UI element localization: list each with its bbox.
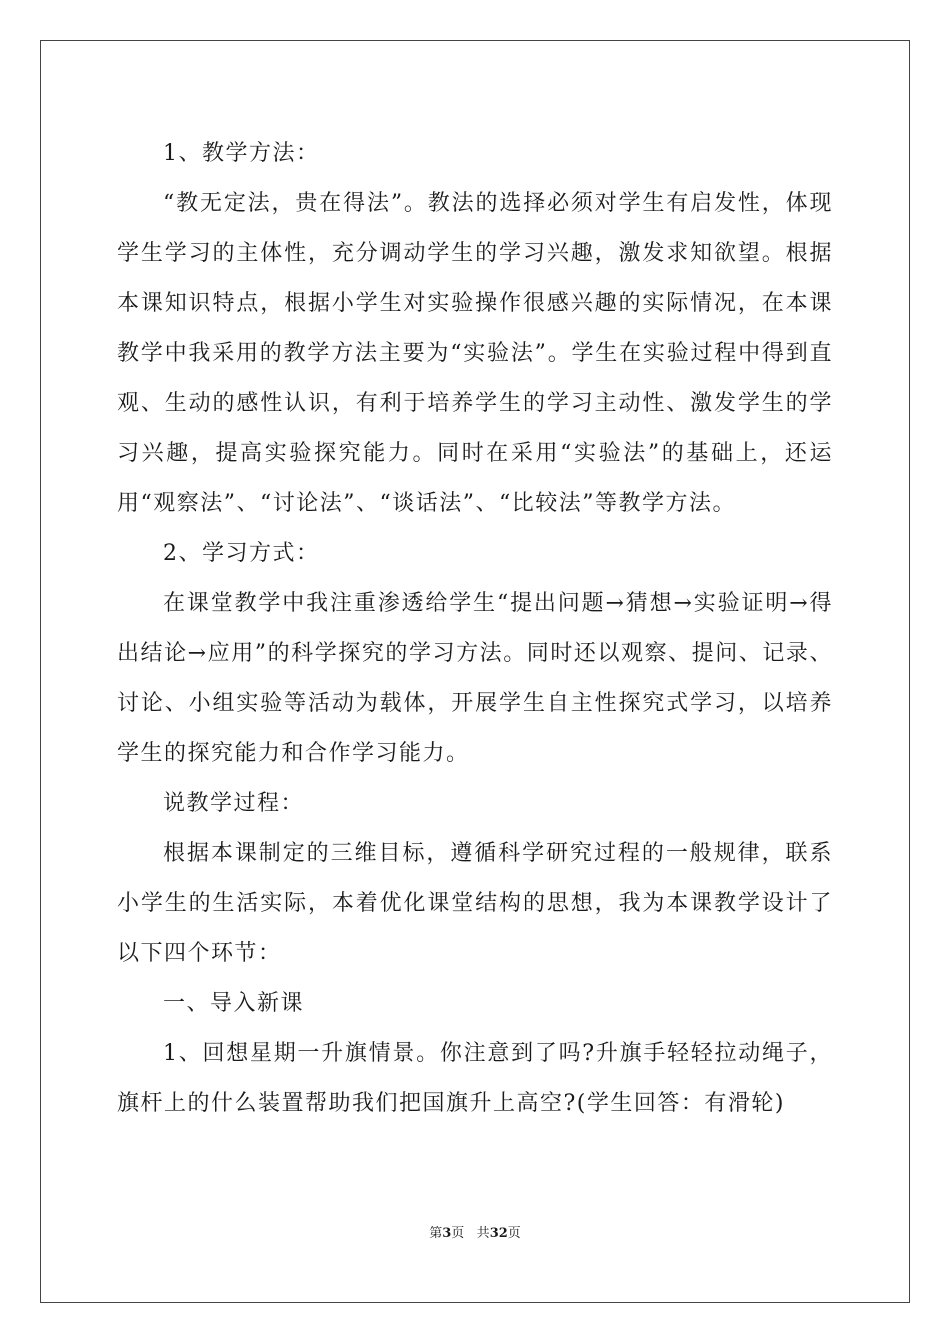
page-footer [0,1222,950,1241]
footer-total-unit: 页 [507,1226,521,1241]
heading-teaching-process: 说教学过程： [163,791,305,816]
footer-total-pages: 32 [489,1226,508,1241]
heading-teaching-method: 1、教学方法： [163,141,320,166]
heading-learning-style: 2、学习方式： [163,541,320,566]
document-body [117,129,833,1129]
footer-prefix: 第 [429,1226,443,1241]
heading-introduction: 一、导入新课 [163,991,305,1016]
paragraph-introduction: 1、回想星期一升旗情景。你注意到了吗?升旗手轻轻拉动绳子，旗杆上的什么装置帮助我们把国旗升上高空?(学生回答：有滑轮) [117,1041,833,1116]
footer-page-number: 3 [442,1226,452,1241]
footer-total-prefix: 共 [476,1226,490,1241]
paragraph-teaching-process: 根据本课制定的三维目标，遵循科学研究过程的一般规律，联系小学生的生活实际，本着优化课堂结构的思想，我为本课教学设计了以下四个环节： [117,841,833,966]
footer-page-unit: 页 [451,1226,465,1241]
paragraph-learning-style: 在课堂教学中我注重渗透给学生“提出问题→猜想→实验证明→得出结论→应用”的科学探究的学习方法。同时还以观察、提问、记录、讨论、小组实验等活动为载体，开展学生自主性探究式学习，以培养学生的探究能力和合作学习能力。 [117,591,833,766]
paragraph-teaching-method: “教无定法，贵在得法”。教法的选择必须对学生有启发性，体现学生学习的主体性，充分调动学生的学习兴趣，激发求知欲望。根据本课知识特点，根据小学生对实验操作很感兴趣的实际情况，在本课教学中我采用的教学方法主要为“实验法”。学生在实验过程中得到直观、生动的感性认识，有利于培养学生的学习主动性、激发学生的学习兴趣，提高实验探究能力。同时在采用“实验法”的基础上，还运用“观察法”、“讨论法”、“谈话法”、“比较法”等教学方法。 [117,191,833,516]
